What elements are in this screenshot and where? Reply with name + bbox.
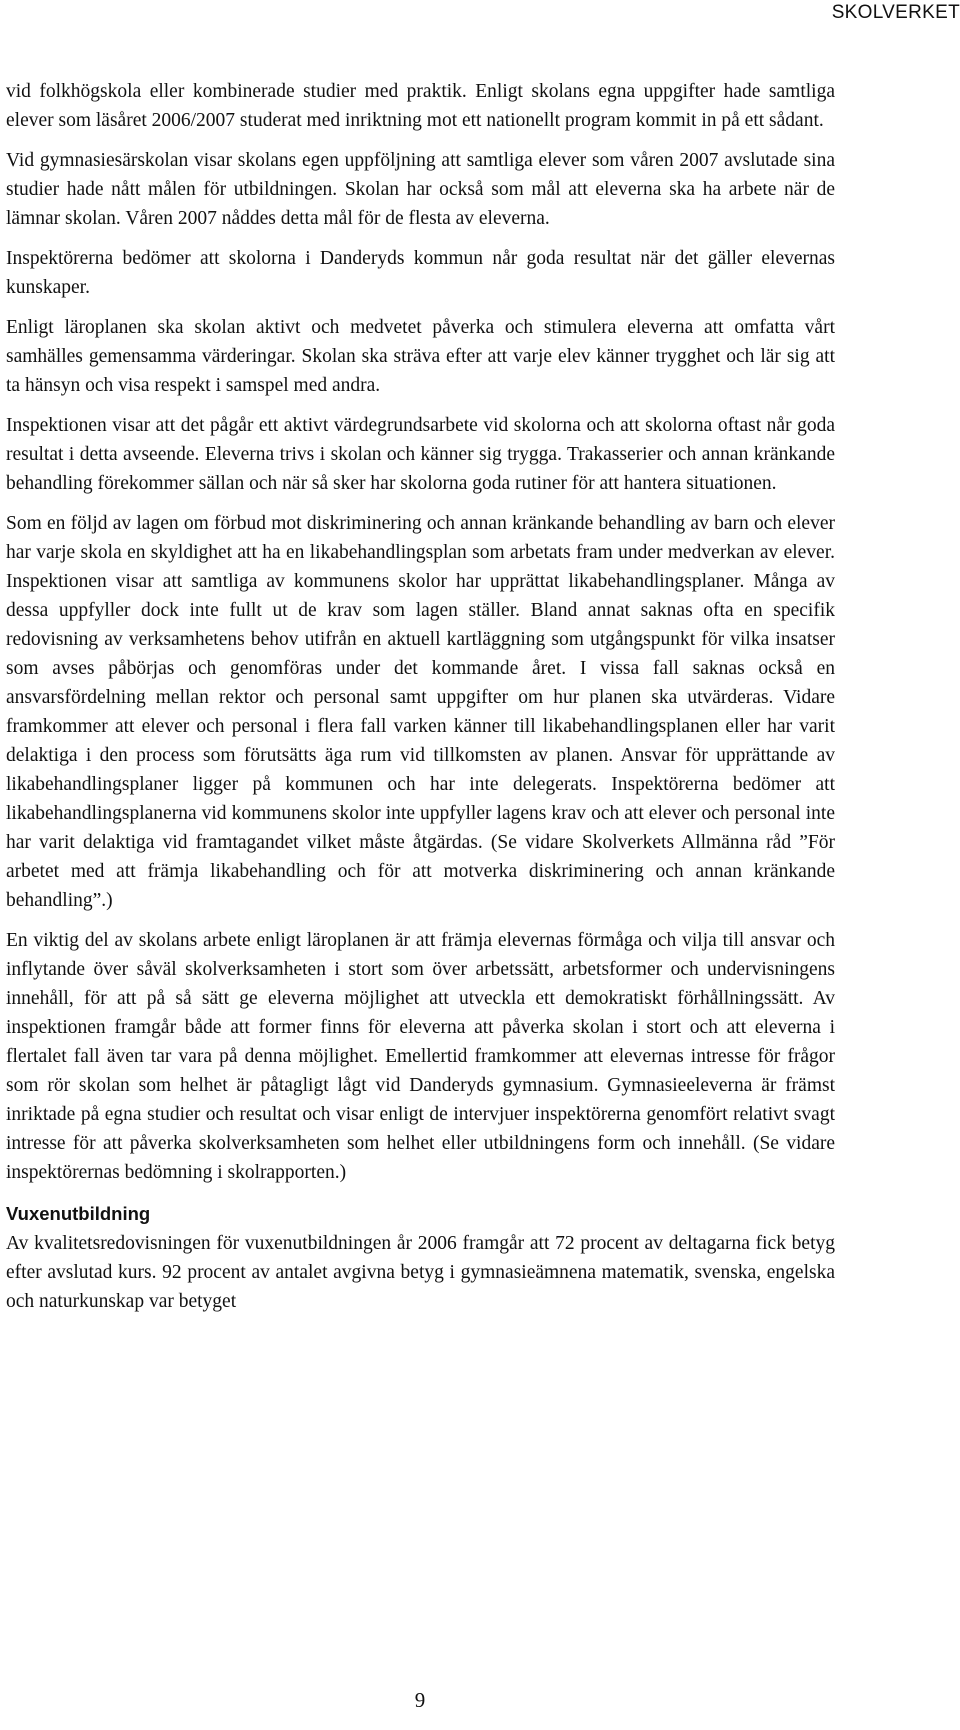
paragraph-6: Som en följd av lagen om förbud mot diskriminering och annan kränkande behandling av barn och elever har varje skola en skyldighet att ha en likabehandlingsplan som arbetats fram under medverkan av elever. Inspektionen visar att samtliga av kommunens skolor har upprättat likabehandlingsplaner. Många av dessa uppfyller dock inte fullt ut de krav som lagen ställer. Bland annat saknas ofta en specifik redovisning av verksamhetens behov utifrån en aktuell kartläggning som utgångspunkt för vilka insatser som avses påbörjas och genomföras under det kommande året. I vissa fall saknas också en ansvarsfördelning mellan rektor och personal samt uppgifter om hur planen ska utvärderas. Vidare framkommer att elever och personal i flera fall varken känner till likabehandlingsplanen eller har varit delaktiga i den process som förutsätts äga rum vid tillkomsten av planen. Ansvar för upprättande av likabehandlingsplaner ligger på kommunen och har inte delegerats. Inspektörerna bedömer att likabehandlingsplanerna vid kommunens skolor inte uppfyller lagens krav och att elever och personal inte har varit delaktiga vid framtagandet vilket måste åtgärdas. (Se vidare Skolverkets Allmänna råd ”För arbetet med att främja likabehandling och för att motverka diskriminering och annan kränkande behandling”.)	[6, 513, 835, 911]
paragraph-4: Enligt läroplanen ska skolan aktivt och medvetet påverka och stimulera eleverna att omfatta vårt samhälles gemensamma värderingar. Skolan ska sträva efter att varje elev känner trygghet och lär sig att ta hänsyn och visa respekt i samspel med andra.	[6, 317, 835, 396]
paragraph-3: Inspektörerna bedömer att skolorna i Danderyds kommun når goda resultat när det gäller elevernas kunskaper.	[6, 248, 835, 298]
paragraph-7: En viktig del av skolans arbete enligt läroplanen är att främja elevernas förmåga och vilja till ansvar och inflytande över såväl skolverksamheten i stort som över arbetssätt, arbetsformer och undervisningens innehåll, för att på så sätt ge eleverna möjlighet att utveckla ett demokratiskt förhållningssätt. Av inspektionen framgår både att former finns för eleverna att påverka skolan i stort och att eleverna i flertalet fall även tar vara på denna möjlighet. Emellertid framkommer att elevernas intresse för frågor som rör skolan som helhet är påtagligt lågt vid Danderyds gymnasium. Gymnasieeleverna är främst inriktade på egna studier och resultat och visar enligt de intervjuer inspektörerna genomfört relativt svagt intresse för att påverka skolverksamheten som helhet eller utbildningens form och innehåll. (Se vidare inspektörernas bedömning i skolrapporten.)	[6, 930, 835, 1183]
running-header: SKOLVERKET	[831, 2, 960, 23]
page-number: 9	[414, 1688, 426, 1712]
paragraph-5: Inspektionen visar att det pågår ett aktivt värdegrundsarbete vid skolorna och att skolorna oftast når goda resultat i detta avseende. Eleverna trivs i skolan och känner sig trygga. Trakasserier och annan kränkande behandling förekommer sällan och när så sker har skolorna goda rutiner för att hantera situationen.	[6, 415, 835, 494]
paragraph-2: Vid gymnasiesärskolan visar skolans egen uppföljning att samtliga elever som våren 2007 avslutade sina studier hade nått målen för utbildningen. Skolan har också som mål att eleverna ska ha arbete när de lämnar skolan. Våren 2007 nåddes detta mål för de flesta av eleverna.	[6, 150, 835, 229]
section-paragraph: Av kvalitetsredovisningen för vuxenutbildningen år 2006 framgår att 72 procent av deltagarna fick betyg efter avslutad kurs. 92 procent av antalet avgivna betyg i gymnasieämnena matematik, svenska, engelska och naturkunskap var betyget	[6, 1233, 835, 1312]
document-body	[6, 77, 835, 1327]
section-heading: Vuxenutbildning	[6, 1203, 151, 1224]
paragraph-1: vid folkhögskola eller kombinerade studier med praktik. Enligt skolans egna uppgifter hade samtliga elever som läsåret 2006/2007 studerat med inriktning mot ett nationellt program kommit in på ett sådant.	[6, 81, 835, 131]
